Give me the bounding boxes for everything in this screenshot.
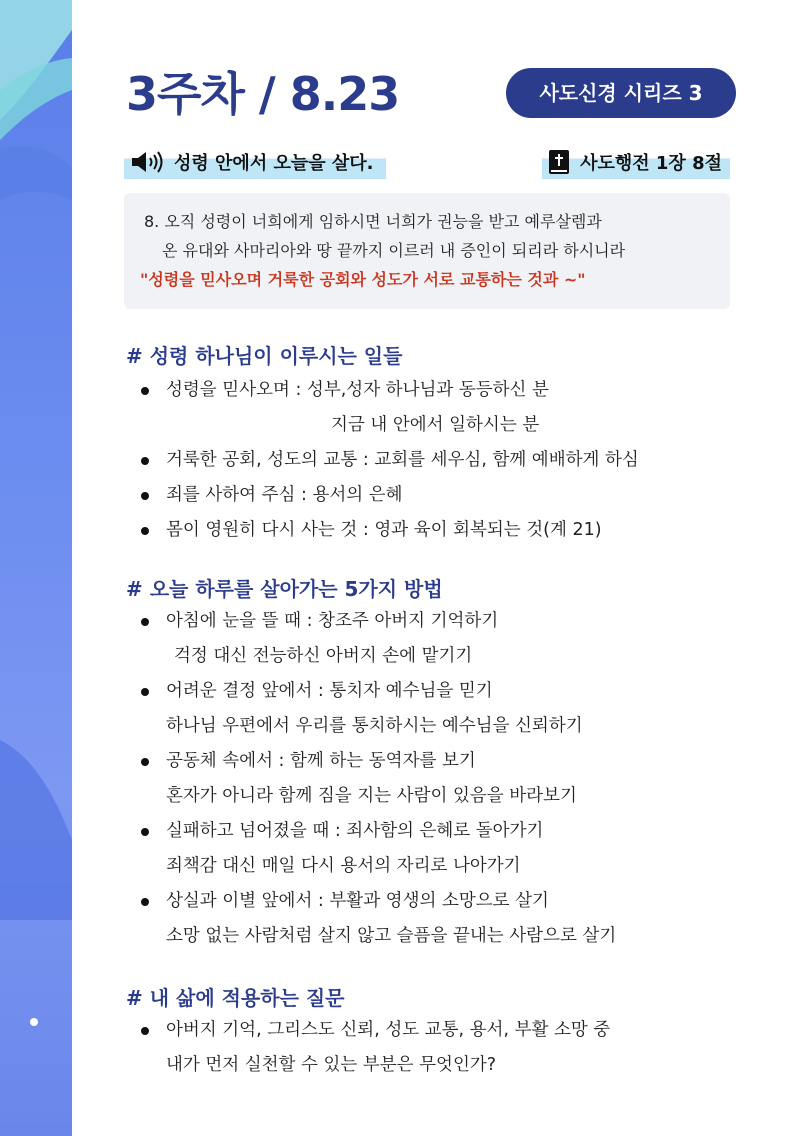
application-questions-list [138, 1013, 610, 1083]
verse-line-1: 8. 오직 성령이 너희에게 임하시면 너희가 권능을 받고 예루살렘과 [144, 212, 602, 231]
list-item: 몸이 영원히 다시 사는 것 : 영과 육이 회복되는 것(계 21) [138, 513, 639, 548]
five-ways-list [138, 604, 616, 954]
theme-banner [124, 145, 386, 179]
list-item: 아버지 기억, 그리스도 신뢰, 성도 교통, 용서, 부활 소망 중 내가 먼저 실천할 수 있는 부분은 무엇인가? [138, 1013, 610, 1083]
bible-icon [548, 149, 570, 175]
section-heading-five-ways: # 오늘 하루를 살아가는 5가지 방법 [126, 577, 443, 601]
palm-leaf-icon [0, 0, 72, 260]
theme-text: 성령 안에서 오늘을 살다. [174, 153, 374, 174]
decorative-dot [30, 1018, 38, 1026]
scripture-reference [542, 145, 730, 179]
verse-line-2: 온 유대와 사마리아와 땅 끝까지 이르러 내 증인이 되리라 하시니라 [162, 241, 626, 260]
creed-quote: "성령을 믿사오며 거룩한 공회와 성도가 서로 교통하는 것과 ~" [140, 270, 586, 289]
scripture-reference-text: 사도행전 1장 8절 [580, 153, 722, 174]
holy-spirit-works-list [138, 373, 639, 548]
list-item: 상실과 이별 앞에서 : 부활과 영생의 소망으로 살기 소망 없는 사람처럼 살지 않고 슬픔을 끝내는 사람으로 살기 [138, 884, 616, 954]
series-badge: 사도신경 시리즈 3 [506, 68, 736, 118]
speaker-icon [130, 151, 166, 173]
list-item: 실패하고 넘어졌을 때 : 죄사함의 은혜로 돌아가기 죄책감 대신 매일 다시 용서의 자리로 나아가기 [138, 814, 616, 884]
decorative-side-band [0, 0, 72, 1136]
section-heading-application-questions: # 내 삶에 적용하는 질문 [126, 986, 345, 1010]
list-item: 죄를 사하여 주심 : 용서의 은혜 [138, 478, 639, 513]
list-item: 거룩한 공회, 성도의 교통 : 교회를 세우심, 함께 예배하게 하심 [138, 443, 639, 478]
page-title: 3주차 / 8.23 [126, 67, 400, 121]
list-item: 아침에 눈을 뜰 때 : 창조주 아버지 기억하기 걱정 대신 전능하신 아버지 손에 맡기기 [138, 604, 616, 674]
list-item: 어려운 결정 앞에서 : 통치자 예수님을 믿기 하나님 우편에서 우리를 통치하시는 예수님을 신뢰하기 [138, 674, 616, 744]
leaf-shape-icon [0, 720, 72, 920]
verse-box [124, 193, 730, 309]
list-item: 공동체 속에서 : 함께 하는 동역자를 보기 혼자가 아니라 함께 짐을 지는 사람이 있음을 바라보기 [138, 744, 616, 814]
section-heading-holy-spirit-works: # 성령 하나님이 이루시는 일들 [126, 344, 403, 368]
list-item: 성령을 믿사오며 : 성부,성자 하나님과 동등하신 분 지금 내 안에서 일하시는 분 [138, 373, 639, 443]
